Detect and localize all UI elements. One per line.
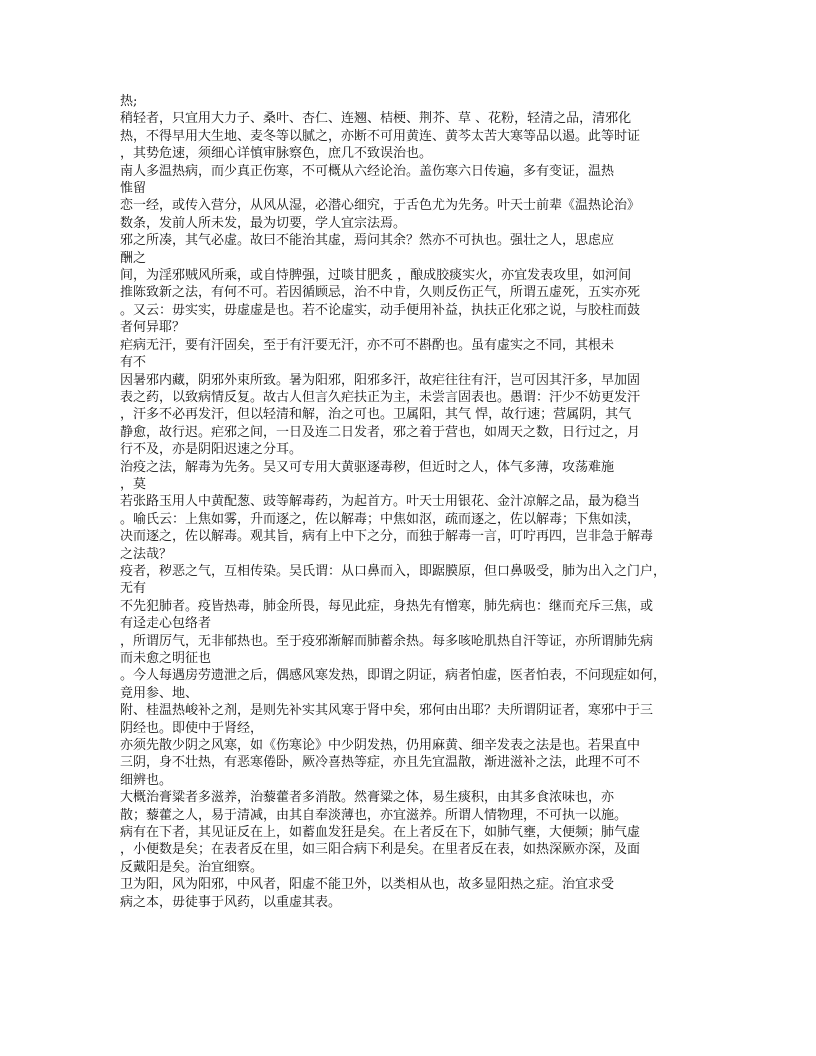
text-line: 惟留 <box>120 181 147 197</box>
text-line: 三阴，身不壮热，有恶寒倦卧，厥冷喜热等症，亦且先宜温散，渐进滋补之法，此理不可不 <box>120 755 641 771</box>
text-line: ，莫 <box>120 476 147 492</box>
text-line: ，汗多不必再发汗，但以轻清和解，治之可也。卫属阳，其气 悍，故行速；营属阴，其气 <box>120 407 632 423</box>
text-line: 疫者，秽恶之气，互相传染。吴氏谓：从口鼻而入，即踞膜原，但口鼻吸受，肺为出入之门户， <box>120 563 667 579</box>
text-line: ，所谓厉气，无非郁热也。至于疫邪渐解而肺蓄余热。每多咳呛肌热自汗等证，亦所谓肺先病 <box>120 633 654 649</box>
text-line: ，其势危速，须细心详慎审脉察色，庶几不致误治也。 <box>120 146 433 162</box>
text-line: 稍轻者，只宜用大力子、桑叶、杏仁、连翘、桔梗、荆芥、草 、花粉，轻清之品，清邪化 <box>120 111 632 127</box>
text-line: 若张路玉用人中黄配葱、豉等解毒药，为起首方。叶天士用银花、金汁凉解之品，最为稳当 <box>120 494 641 510</box>
text-line: 间，为淫邪贼风所乘，或自恃脾强，过啖甘肥炙 ，酿成胶痰实火，亦宜发表攻里，如河间 <box>120 268 632 284</box>
text-line: 竟用参、地、 <box>120 685 199 701</box>
text-line: 因暑邪内藏，阴邪外束所致。暑为阳邪，阳邪多汗，故疟往往有汗，岂可因其汗多，早加固 <box>120 372 641 388</box>
text-line: 者何异耶？ <box>120 320 186 336</box>
text-line: 病有在下者，其见证反在上，如蓄血发狂是矣。在上者反在下，如肺气壅，大便频；肺气虚 <box>120 825 641 841</box>
text-line: 静愈，故行迟。疟邪之间，一日及连二日发者，邪之着于营也，如周天之数，日行过之，月 <box>120 424 641 440</box>
text-line: 阴经也。即使中于肾经， <box>120 720 264 736</box>
text-line: 邪之所凑，其气必虚。故曰不能治其虚，焉问其余？然亦不可执也。强壮之人，思虑应 <box>120 233 615 249</box>
text-line: 而未愈之明征也 <box>120 651 212 666</box>
text-line: 有不 <box>120 355 147 371</box>
text-line: 卫为阳，风为阳邪，中风者，阳虚不能卫外，以类相从也，故多显阳热之症。治宜求受 <box>120 877 615 893</box>
text-line: 大概治膏粱者多滋养，治藜藿者多消散。然膏粱之体，易生痰积，由其多食浓味也，亦 <box>120 790 615 806</box>
text-line: 酬之 <box>120 250 147 266</box>
text-line: 无有 <box>120 581 147 597</box>
text-line: 恋一经，或传入营分，从风从湿，必潜心细究，于舌色尤为先务。叶天士前辈《温热论治》 <box>120 198 641 214</box>
text-line: 表之药，以致病情反复。故古人但言久疟扶正为主，未尝言固表也。愚谓：汗少不妨更发汗 <box>120 389 641 405</box>
text-line: 不先犯肺者。疫皆热毒，肺金所畏，每见此症，身热先有憎寒，肺先病也：继而充斥三焦，或 <box>120 598 654 614</box>
document-page <box>120 93 696 911</box>
text-line: 之法哉？ <box>120 546 173 562</box>
text-line: 亦须先散少阴之风寒，如《伤寒论》中少阴发热，仍用麻黄、细辛发表之法是也。若果直中 <box>120 738 641 754</box>
text-line: 。又云：毋实实，毋虚虚是也。若不论虚实，动手便用补益，执扶正化邪之说，与胶柱而鼓 <box>120 302 641 318</box>
text-line: 行不及，亦是阴阳迟速之分耳。 <box>120 442 303 458</box>
text-line: 热，不得早用大生地、麦冬等以腻之，亦断不可用黄连、黄芩太苦大寒等品以遏。此等时证 <box>120 128 641 144</box>
text-line: 疟病无汗，要有汗固矣，至于有汗要无汗，亦不可不斟酌也。虽有虚实之不同，其根未 <box>120 337 615 353</box>
text-line: 。今人每遇房劳遗泄之后，偶感风寒发热，即谓之阴证，病者怕虚，医者怕表，不问现症如何， <box>120 668 667 684</box>
text-line: 有迳走心包络者 <box>120 616 212 632</box>
text-line: 决而逐之，佐以解毒。观其旨，病有上中下之分，而独于解毒一言，叮咛再四，岂非急于解毒 <box>120 529 654 545</box>
text-line: 。喻氏云：上焦如雾，升而逐之，佐以解毒；中焦如沤，疏而逐之，佐以解毒；下焦如渎， <box>120 511 641 527</box>
text-line: 数条，发前人所未发，最为切要，学人宜宗法焉。 <box>120 215 407 231</box>
text-line: 南人多温热病，而少真正伤寒，不可概从六经论治。盖伤寒六日传遍，多有变证，温热 <box>120 163 615 179</box>
text-line: 散；藜藿之人，易于清减，由其自奉淡薄也，亦宜滋养。所谓人情物理，不可执一以施。 <box>120 807 628 823</box>
text-line: 病之本，毋徒事于风药，以重虚其表。 <box>120 894 342 910</box>
text-line: 附、桂温热峻补之剂，是则先补实其风寒于肾中矣，邪何由出耶？夫所谓阴证者，寒邪中于三 <box>120 703 654 719</box>
text-line: 治疫之法，解毒为先务。吴又可专用大黄驱逐毒秽，但近时之人，体气多薄，攻荡难施 <box>120 459 615 475</box>
text-line: 推陈致新之法，有何不可。若因循顾忌，治不中肯，久则反伤正气，所谓五虚死，五实亦死 <box>120 285 641 301</box>
text-line: 反戴阳是矣。治宜细察。 <box>120 859 264 875</box>
text-line: ，小便数是矣；在表者反在里，如三阳合病下利是矣。在里者反在表，如热深厥亦深，及面 <box>120 842 641 858</box>
text-line: 细辨也。 <box>120 772 173 788</box>
text-line: 热; <box>120 94 138 109</box>
